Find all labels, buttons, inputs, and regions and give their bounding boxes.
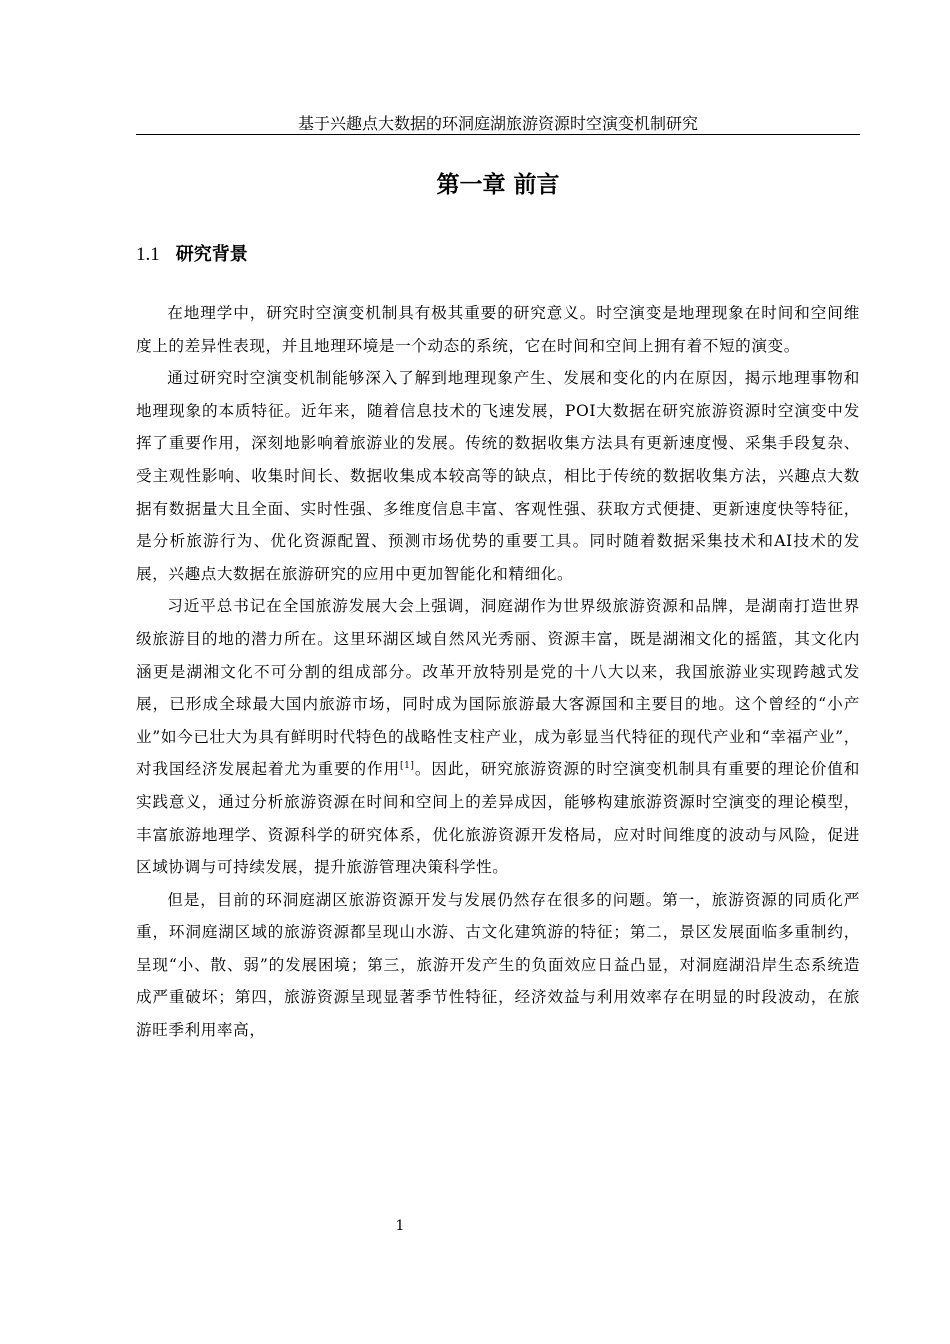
- paragraph-3-text-b: 。因此，研究旅游资源的时空演变机制具有重要的理论价值和实践意义，通过分析旅游资源在时间和空间上的差异成因，能够构建旅游资源时空演变的理论模型，丰富旅游地理学、资源科学的研究体系，优化旅游资源开发格局，应对时间维度的波动与风险，促进区域协调与可持续发展，提升旅游管理决策科学性。: [136, 760, 860, 877]
- body-text: [136, 297, 860, 1047]
- page-number: 1: [395, 1218, 405, 1234]
- citation-ref[interactable]: [1]: [399, 761, 415, 772]
- paragraph-4: 但是，目前的环洞庭湖区旅游资源开发与发展仍然存在很多的问题。第一，旅游资源的同质化严重，环洞庭湖区域的旅游资源都呈现山水游、古文化建筑游的特征；第二，景区发展面临多重制约，呈现“小、散、弱”的发展困境；第三，旅游开发产生的负面效应日益凸显，对洞庭湖沿岸生态系统造成严重破坏；第四，旅游资源呈现显著季节性特征，经济效益与利用效率存在明显的时段波动，在旅游旺季利用率高，: [136, 890, 860, 1040]
- section-title: 研究背景: [175, 244, 248, 265]
- header-rule: [136, 134, 860, 135]
- running-header: 基于兴趣点大数据的环洞庭湖旅游资源时空演变机制研究: [297, 114, 698, 133]
- section-number: 1.1: [136, 244, 160, 265]
- paragraph-3-text-a: 习近平总书记在全国旅游发展大会上强调，洞庭湖作为世界级旅游资源和品牌，是湖南打造世界级旅游目的地的潜力所在。这里环湖区域自然风光秀丽、资源丰富，既是湖湘文化的摇篮，其文化内涵更是湖湘文化不可分割的组成部分。改革开放特别是党的十八大以来，我国旅游业实现跨越式发展，已形成全球最大国内旅游市场，同时成为国际旅游最大客源国和主要目的地。这个曾经的“小产业”如今已壮大为具有鲜明时代特色的战略性支柱产业，成为彰显当代特征的现代产业和“幸福产业”，对我国经济发展起着尤为重要的作用: [136, 597, 860, 779]
- chapter-title: 第一章 前言: [436, 172, 560, 198]
- section-heading: [136, 240, 248, 270]
- paragraph-1: 在地理学中，研究时空演变机制具有极其重要的研究意义。时空演变是地理现象在时间和空间维度上的差异性表现，并且地理环境是一个动态的系统，它在时间和空间上拥有着不短的演变。: [136, 304, 860, 355]
- paragraph-2: 通过研究时空演变机制能够深入了解到地理现象产生、发展和变化的内在原因，揭示地理事物和地理现象的本质特征。近年来，随着信息技术的飞速发展，POI大数据在研究旅游资源时空演变中发挥了重要作用，深刻地影响着旅游业的发展。传统的数据收集方法具有更新速度慢、采集手段复杂、受主观性影响、收集时间长、数据收集成本较高等的缺点，相比于传统的数据收集方法，兴趣点大数据有数据量大且全面、实时性强、多维度信息丰富、客观性强、获取方式便捷、更新速度快等特征，是分析旅游行为、优化资源配置、预测市场优势的重要工具。同时随着数据采集技术和AI技术的发展，兴趣点大数据在旅游研究的应用中更加智能化和精细化。: [136, 369, 860, 583]
- paragraph-3: [136, 590, 860, 883]
